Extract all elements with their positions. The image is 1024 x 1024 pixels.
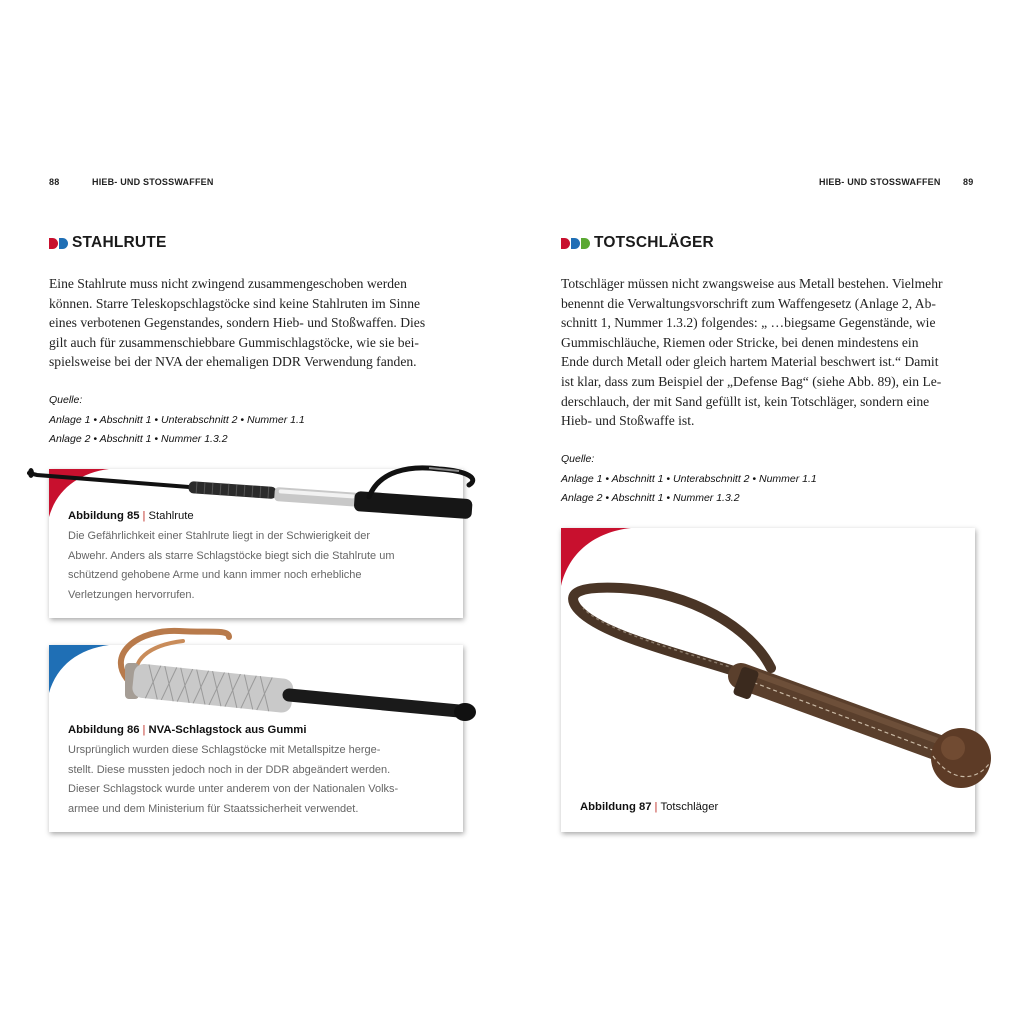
figure-caption-text (68, 741, 448, 819)
body-line: Ende durch Metall oder gleich hartem Material beschwert ist.“ Damit (561, 354, 939, 370)
source-label: Quelle: (49, 394, 83, 406)
figure-title: NVA-Schlagstock aus Gummi (148, 724, 307, 736)
body-line: Totschläger müssen nicht zwangsweise aus Metall bestehen. Vielmehr (561, 276, 943, 291)
source-label: Quelle: (561, 453, 595, 465)
body-line: gilt auch für zusammenschiebbare Gummischlagstöcke, wie sie bei- (49, 334, 419, 350)
figure-title: Totschläger (660, 801, 719, 813)
source-item: Anlage 1 • Abschnitt 1 • Unterabschnitt 2 • Nummer 1.1 (561, 472, 817, 485)
source-list-left (49, 391, 305, 450)
caption-line: Abwehr. Anders als starre Schlagstöcke biegt sich die Stahlrute um (68, 549, 395, 562)
body-line: Eine Stahlrute muss nicht zwingend zusammengeschoben werden (49, 276, 407, 291)
figure-caption-title (68, 510, 194, 522)
page-number-right: 89 (963, 177, 974, 187)
caption-line: armee und dem Ministerium für Staatssicherheit verwendet. (68, 802, 359, 815)
figure-caption-title (68, 724, 306, 736)
figure-title: Stahlrute (148, 510, 194, 522)
figure-card-87 (561, 528, 975, 832)
section-marker-icon (561, 238, 591, 249)
blackjack-image (561, 568, 1001, 808)
body-line: können. Starre Teleskopschlagstöcke sind keine Stahlruten im Sinne (49, 295, 421, 311)
body-line: Gummischläuche, Riemen oder Stricke, bei denen mindestens ein (561, 334, 919, 350)
running-title-left: HIEB- UND STOSSWAFFEN (92, 177, 214, 187)
figure-number: Abbildung 86 (68, 724, 140, 736)
caption-line: Verletzungen hervorrufen. (68, 588, 195, 601)
figure-card-86 (49, 645, 463, 832)
body-line: eines verbotenen Gegenstandes, sondern Hieb- und Stoßwaffen. Dies (49, 315, 426, 331)
body-line: Hieb- und Stoßwaffe ist. (561, 413, 695, 429)
section-heading-totschlaeger (561, 233, 714, 253)
page-number-left: 88 (49, 177, 60, 187)
source-item: Anlage 2 • Abschnitt 1 • Nummer 1.3.2 (49, 433, 228, 445)
figure-caption-text (68, 527, 448, 605)
source-item: Anlage 1 • Abschnitt 1 • Unterabschnitt 2 • Nummer 1.1 (49, 413, 305, 426)
body-line: spielsweise bei der NVA der ehemaligen DDR Verwendung fanden. (49, 354, 417, 370)
caption-line: Die Gefährlichkeit einer Stahlrute liegt in der Schwierigkeit der (68, 530, 371, 542)
section-heading-stahlrute (49, 233, 167, 253)
caption-line: stellt. Diese mussten jedoch noch in der DDR abgeändert werden. (68, 763, 391, 776)
figure-card-85 (49, 469, 463, 618)
caption-separator: | (142, 510, 146, 522)
caption-separator: | (142, 724, 146, 736)
right-page (512, 0, 1024, 1024)
figure-number: Abbildung 85 (68, 510, 140, 522)
figure-caption-title (580, 801, 718, 813)
section-title-totschlaeger: TOTSCHLÄGER (594, 234, 714, 251)
source-list-right (561, 450, 817, 509)
body-line: ist klar, dass zum Beispiel der „Defense Bag“ (siehe Abb. 89), ein Le- (561, 373, 942, 389)
caption-separator: | (654, 801, 658, 813)
body-text-totschlaeger (561, 274, 975, 431)
body-line: schnitt 1, Nummer 1.3.2) folgendes: „ …biegsame Gegenstände, wie (561, 315, 936, 331)
body-line: derschlauch, der mit Sand gefüllt ist, kein Totschläger, sondern eine (561, 393, 930, 409)
body-text-stahlrute (49, 274, 463, 372)
caption-line: Ursprünglich wurden diese Schlagstöcke mit Metallspitze herge- (68, 744, 381, 756)
source-item: Anlage 2 • Abschnitt 1 • Nummer 1.3.2 (561, 492, 740, 504)
body-line: benennt die Verwaltungsvorschrift zum Waffengesetz (Anlage 2, Ab- (561, 295, 936, 311)
figure-number: Abbildung 87 (580, 801, 652, 813)
section-marker-icon (49, 238, 69, 249)
caption-line: Dieser Schlagstock wurde unter anderem von der Nationalen Volks- (68, 783, 399, 795)
rubber-baton-image (99, 623, 489, 723)
section-title-stahlrute: STAHLRUTE (72, 234, 167, 251)
caption-line: schützend gehobene Arme und kann immer noch erhebliche (68, 569, 362, 581)
running-title-right: HIEB- UND STOSSWAFFEN (819, 177, 941, 187)
